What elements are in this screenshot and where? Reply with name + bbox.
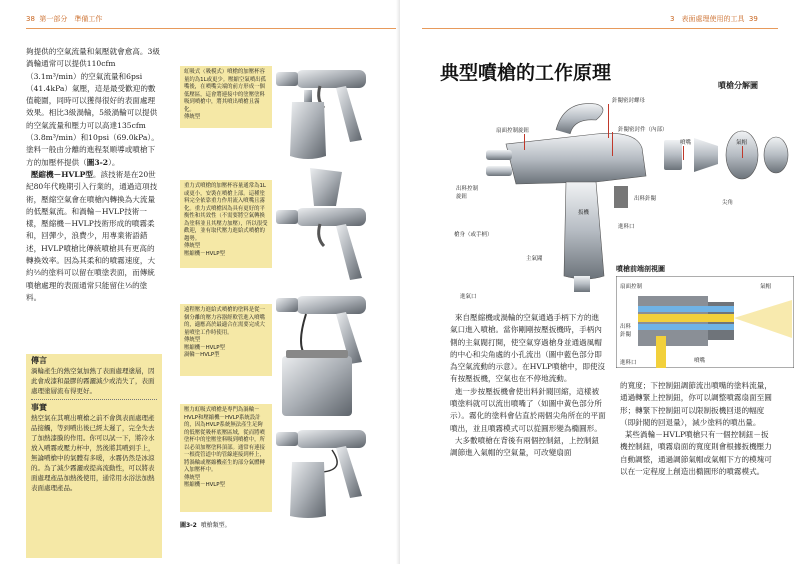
callout-gravity-type-1: 傳統型 [184, 243, 201, 249]
pressure-siphon-gun-icon [276, 430, 366, 518]
right-col1-text [450, 312, 606, 460]
callout-gravity-text: 重力式噴槍的加壓杯容量通常為1L或更小，安裝在噴槍上部。這種塗料完全依靠重力作用流入噴嘴且霧化。重力式噴槍因為具有更好的平衡性和其效性（不需要將空氣轉換為塗料並且其壓力加壓），所以很受歡迎，並有取代壓力進給式噴槍的趨勢。 [184, 183, 268, 242]
box-divider [31, 399, 157, 400]
gravity-gun-icon [276, 168, 366, 280]
label-needle: 出料針閥 [634, 196, 657, 202]
right-col2-para1: 的寬度；下控制鈕調節流出噴嘴的塗料流量，通過轉緊上控制鈕，你可以調整噴霧扇面至圓形；轉緊下控制鈕可以限制扳機回退的幅度（即針閥的回退量），減少塗料的噴出量。 [620, 381, 772, 427]
left-body-text [26, 46, 160, 304]
label-nozzle: 噴嘴 [680, 140, 692, 146]
left-header-rule [26, 28, 396, 29]
callout-siphon [180, 66, 272, 128]
left-running-header [26, 14, 102, 24]
label-spray-control: 扇面控制旋鈕 [496, 128, 530, 134]
section-label-needle: 出料針閥 [620, 324, 632, 338]
siphon-gun-icon [276, 70, 366, 159]
label-trigger: 扳機 [578, 210, 590, 216]
figure-caption-text: 噴槍類型。 [200, 522, 231, 529]
leader-nozzle [683, 146, 684, 160]
right-col1-para3: 大多數噴槍在背後有兩個控制鈕，上控制鈕調節進入氣帽的空氣量，可改變扇面 [450, 435, 600, 458]
section-label-nozzle: 噴嘴 [694, 358, 706, 364]
callout-remote-type-1: 傳統型 [184, 337, 201, 343]
label-handle: 槍身（或手柄） [454, 232, 493, 238]
callout-remote-type-3: 渦輪－HVLP型 [184, 352, 220, 358]
right-page-number: 39 [748, 15, 758, 23]
label-needle-adjust: 針閥密封螺母 [612, 98, 646, 104]
left-page [0, 0, 399, 564]
figure-caption [180, 520, 231, 529]
body-para-1-end: ）。 [108, 157, 120, 167]
right-header-text: 3 表面處理使用的工具 [670, 15, 745, 23]
myth-text: 渦輪產生的熱空氣加熱了表面處理塗層，因此會成漆和最膠的霧灑減少或消失了，表面處理塗層流布得更好。 [31, 367, 155, 395]
callout-remote-text: 遠程壓力進給式噴槍的塗料是從一個分離的壓力容器經軟管進入噴嘴的，適應高於最適合在需要完成大量噴塗工作時使用。 [184, 307, 265, 336]
section-label-fluid-inlet: 進料口 [620, 360, 637, 366]
label-tip: 尖角 [722, 200, 734, 206]
exploded-view-label: 噴槍分解圖 [718, 81, 758, 90]
callout-gravity [180, 180, 272, 268]
body-para-1: 夠提供的空氣流量和氣壓就會愈高。3級渦輪通常可以提供110cfm（3.1m³/min）的空氣流量和6psi（41.4kPa）氣壓，這是最受歡迎的數值範圍，同時可以獲得很好的表面處理效果。相比3級渦輪，5級渦輪可以提供的空氣流量和壓力可以高達135cfm（3.8m³/min）和10psi（69.0kPa）。塗料一般由分離的進程泵順導或噴槍下方的加壓杯提供（ [26, 47, 160, 167]
right-col2-para2: 某些渦輪－HVLP噴槍只有一個控制鈕－扳機控制鈕，噴霧扇面的寬度則會根據扳機壓力自動調整，通過調節氣帽或氣帽下方的模塊可以在一定程度上創造出橢圓形的噴霧模式。 [620, 430, 772, 477]
left-header-text: 第一部分 準備工作 [39, 15, 103, 23]
leader-spray-control [524, 134, 525, 150]
label-air-cap: 氣帽 [736, 140, 748, 146]
leader-needle-seal [612, 132, 613, 156]
callout-psiphon-type-2: 壓縮機－HVLP型 [184, 482, 225, 488]
section-label-air-cap: 氣帽 [760, 284, 772, 290]
callout-siphon-type: 傳統型 [184, 114, 201, 120]
callout-gravity-type-2: 壓縮機－HVLP型 [184, 250, 225, 257]
left-page-number: 38 [26, 15, 35, 23]
callout-psiphon-text: 壓力虹吸式噴槍是專門為渦輪－HVLP和壓縮機－HVLP系統設計的，因為HVLP系統無法產生足夠的低壓從吸杯底壓區域，從而將噴塗杯中的塗壓塗料吸到噴槍中，所以必須加壓塗料頂部。通常有連接一根從管道中的管線連接到杯上，將渦輪或壓縮機產生的部分氣體轉入加壓杯中。 [184, 407, 265, 473]
body-para-2-lead: 壓縮機－HVLP型 [30, 169, 93, 179]
leader-needle-adjust [608, 104, 609, 138]
label-fluid-control: 出料控制旋鈕 [456, 186, 479, 200]
section-view-title: 噴槍前端剖視圖 [616, 265, 665, 273]
right-col1-para2: 進一步按壓扳機會使出料針閥回縮，這樣被噴塗料就可以流出噴嘴了（如圖中黃色部分所示）。霧化的塗料會佔直於兩個尖角所在的平面噴出，並且噴霧模式可以從圓形變為橢圓形。 [450, 386, 606, 433]
label-air-inlet: 進氣口 [460, 294, 477, 300]
myth-title: 傳言 [31, 356, 47, 365]
body-para-2: 。該技術是在20世紀80年代晚期引入行業的，通過這項技術，壓縮空氣會在噴槍內轉換為大流量的低壓氣流。和渦輪－HVLP技術一樣，壓縮機－HVLP技術形成的噴霧柔和，回彈少，浪費少，用專業術語錯述，HVLP噴槍比傳統噴槍具有更高的轉換效率。因為其柔和的噴霧速度，大約⅔的塗料可以留在噴塗表面，而傳統噴槍處理的表面通常只能留住⅓的塗料。 [26, 169, 158, 302]
callout-psiphon-type-1: 傳統型 [184, 474, 201, 481]
callout-remote-pressure [180, 304, 272, 376]
callout-remote-type-2: 壓縮機－HVLP型 [184, 344, 225, 351]
fact-text: 熱空氣在其噴出噴槍之前不會與表面處理產品接觸，等到噴出後已經太遲了，完全失去了加熱漆膜的作用。你可以試一下，將冷水放入噴霧或壓力杯中，然後將其噴到手上，無論噴槍中的氣體有多暖，水霧仍然是冰涼的。為了減少霧灑或提高流動性，可以將表面處理產品加熱後使用，通常用水浴法加熱表面處理產品。 [31, 414, 155, 492]
fig-ref: 圖3-2 [86, 157, 109, 167]
callout-pressure-siphon [180, 404, 272, 512]
right-col1-para1: 來自壓縮機或渦輪的空氣通過手柄下方的進氣口進入噴槍。當你剛剛按壓扳機時，手柄內側的主氣閥打開，使空氣穿過槍身並通過風帽的中心和尖角處的小孔流出（圖中藍色部分即為空氣流動的示意）。在HVLP噴槍中，即使沒有按壓扳機，空氣也在不停地流動。 [450, 313, 606, 384]
label-main-valve: 主氣閥 [526, 256, 543, 262]
label-needle-seal: 針閥密封件（內部） [618, 127, 668, 133]
spray-gun-types-illustration [276, 50, 394, 520]
label-fluid-inlet: 進料口 [618, 224, 635, 230]
right-header-rule [422, 28, 778, 29]
callout-siphon-text: 虹吸式（吸模式）噴槍的加壓杯容量約為1L或更少。壓縮空氣噴出孤嘴後，在噴嘴尖端的前方形成一個低壓區，這會將連接中的塗壓塗料吸到噴槍中，將其噴出噴槍且霧化。 [184, 69, 266, 113]
figure-caption-label: 圖3-2 [180, 522, 197, 529]
section-label-fan: 扇面控制 [620, 284, 643, 290]
fact-title: 事實 [31, 403, 47, 412]
leader-air-cap [742, 146, 743, 158]
right-col2-text [620, 380, 776, 478]
myth-fact-box [26, 354, 162, 558]
remote-pressure-gun-icon [276, 296, 366, 416]
right-running-header [670, 14, 758, 24]
diagram-title: 典型噴槍的工作原理 [440, 62, 612, 84]
